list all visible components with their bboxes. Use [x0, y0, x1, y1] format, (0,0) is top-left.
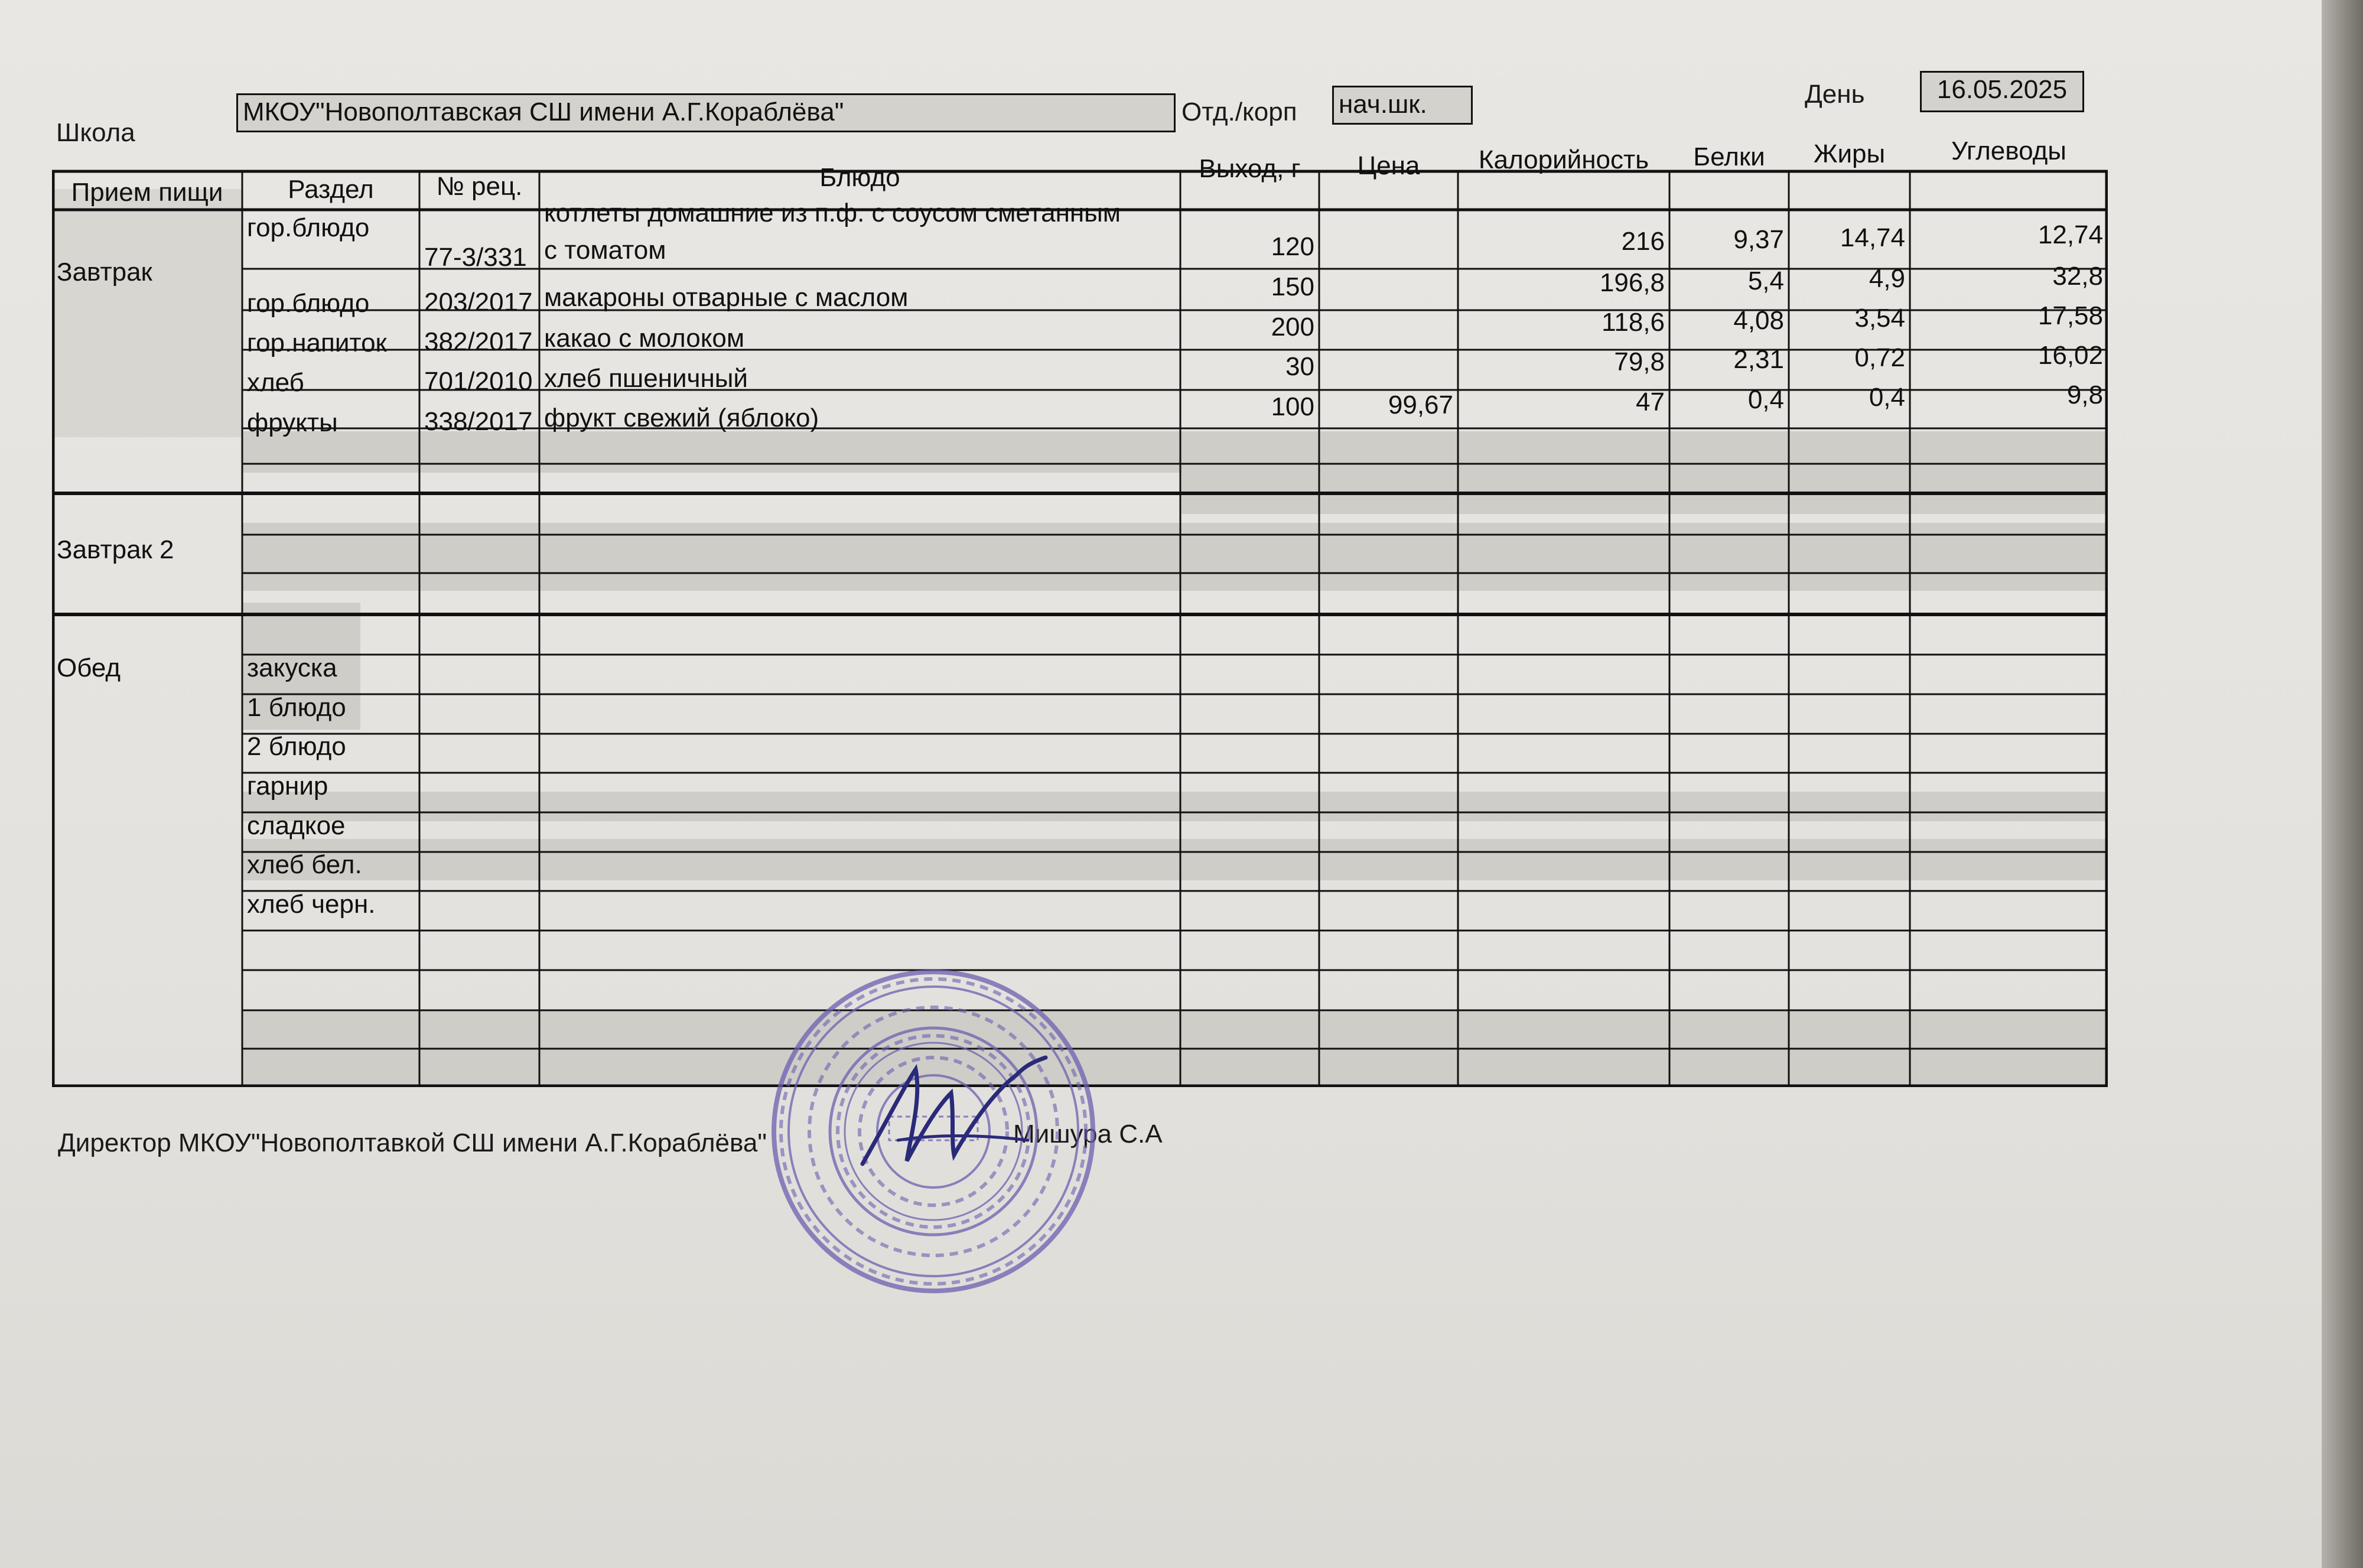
row-kcal: 216: [1621, 227, 1665, 256]
row-fat: 0,4: [1869, 383, 1905, 412]
col-header-kcal: Калорийность: [1478, 145, 1649, 174]
meal-lunch: Обед: [57, 653, 121, 682]
lunch-section-dessert: сладкое: [247, 811, 346, 840]
lunch-section-snack: закуска: [247, 653, 337, 682]
lunch-section-side: гарнир: [247, 772, 328, 801]
row-fat: 0,72: [1854, 343, 1905, 372]
director-name: Мишура С.А: [1013, 1120, 1163, 1149]
row-section: гор.блюдо: [247, 213, 370, 242]
row-kcal: 118,6: [1602, 308, 1665, 337]
row-recipe: 382/2017: [424, 327, 533, 356]
menu-table: [52, 130, 2108, 1087]
row-section: фрукты: [247, 408, 338, 437]
row-yield: 120: [1271, 232, 1314, 261]
lunch-section-first-course: 1 блюдо: [247, 693, 346, 722]
row-dish: котлеты домашние из п.ф. с соусом сметанным: [544, 199, 1121, 227]
col-header-yield: Выход, г: [1199, 154, 1301, 183]
dept-field: нач.шк.: [1332, 86, 1473, 125]
row-carbs: 9,8: [2066, 380, 2103, 409]
row-fat: 14,74: [1840, 223, 1905, 252]
row-yield: 200: [1271, 313, 1314, 341]
row-protein: 4,08: [1733, 306, 1784, 335]
row-fat: 4,9: [1869, 264, 1905, 293]
row-yield: 30: [1285, 352, 1314, 381]
paper-edge: [2322, 0, 2363, 1568]
row-dish: какао с молоком: [544, 324, 745, 353]
row-section: хлеб: [247, 368, 304, 397]
row-yield: 100: [1271, 392, 1314, 421]
row-fat: 3,54: [1854, 304, 1905, 333]
col-header-recipe: № рец.: [436, 172, 523, 201]
lunch-section-second-course: 2 блюдо: [247, 732, 346, 761]
row-recipe: 338/2017: [424, 407, 533, 436]
row-carbs: 12,74: [2037, 220, 2103, 249]
row-section: гор.напиток: [247, 328, 387, 357]
row-protein: 9,37: [1733, 225, 1784, 254]
row-carbs: 32,8: [2052, 262, 2103, 291]
col-header-fat: Жиры: [1813, 139, 1886, 168]
row-carbs: 17,58: [2037, 301, 2103, 330]
row-dish: макароны отварные с маслом: [544, 283, 909, 312]
col-header-price: Цена: [1357, 151, 1420, 180]
meal-breakfast: Завтрак: [57, 258, 152, 287]
school-name-field: МКОУ"Новополтавская СШ имени А.Г.Кораблёва": [236, 93, 1176, 132]
row-kcal: 196,8: [1599, 268, 1665, 297]
row-dish-continued: с томатом: [544, 236, 666, 265]
col-header-meal: Прием пищи: [71, 178, 223, 207]
day-label: День: [1805, 80, 1865, 109]
row-price: 99,67: [1388, 391, 1453, 419]
meal-breakfast-2: Завтрак 2: [57, 535, 174, 564]
row-recipe: 701/2010: [424, 367, 533, 396]
row-recipe: 203/2017: [424, 288, 533, 317]
col-header-section: Раздел: [288, 175, 374, 204]
col-header-dish: Блюдо: [819, 163, 900, 192]
lunch-section-black-bread: хлеб черн.: [247, 890, 376, 919]
row-protein: 5,4: [1747, 266, 1784, 295]
row-section: гор.блюдо: [247, 289, 370, 318]
row-protein: 2,31: [1733, 345, 1784, 374]
row-kcal: 79,8: [1614, 347, 1665, 376]
row-carbs: 16,02: [2037, 341, 2103, 370]
school-label: Школа: [56, 118, 135, 147]
row-dish: хлеб пшеничный: [544, 364, 748, 393]
row-kcal: 47: [1636, 388, 1665, 417]
director-title: Директор МКОУ"Новополтавкой СШ имени А.Г.Кораблёва": [58, 1128, 767, 1157]
row-recipe: 77-3/331: [424, 243, 527, 272]
day-field: 16.05.2025: [1920, 71, 2084, 112]
row-dish: фрукт свежий (яблоко): [544, 404, 819, 432]
row-yield: 150: [1271, 272, 1314, 301]
lunch-section-white-bread: хлеб бел.: [247, 850, 362, 879]
col-header-carbs: Углеводы: [1951, 136, 2066, 165]
director-signature: [851, 1052, 1063, 1182]
row-protein: 0,4: [1747, 385, 1784, 414]
dept-label: Отд./корп: [1182, 97, 1297, 126]
col-header-protein: Белки: [1693, 142, 1765, 171]
